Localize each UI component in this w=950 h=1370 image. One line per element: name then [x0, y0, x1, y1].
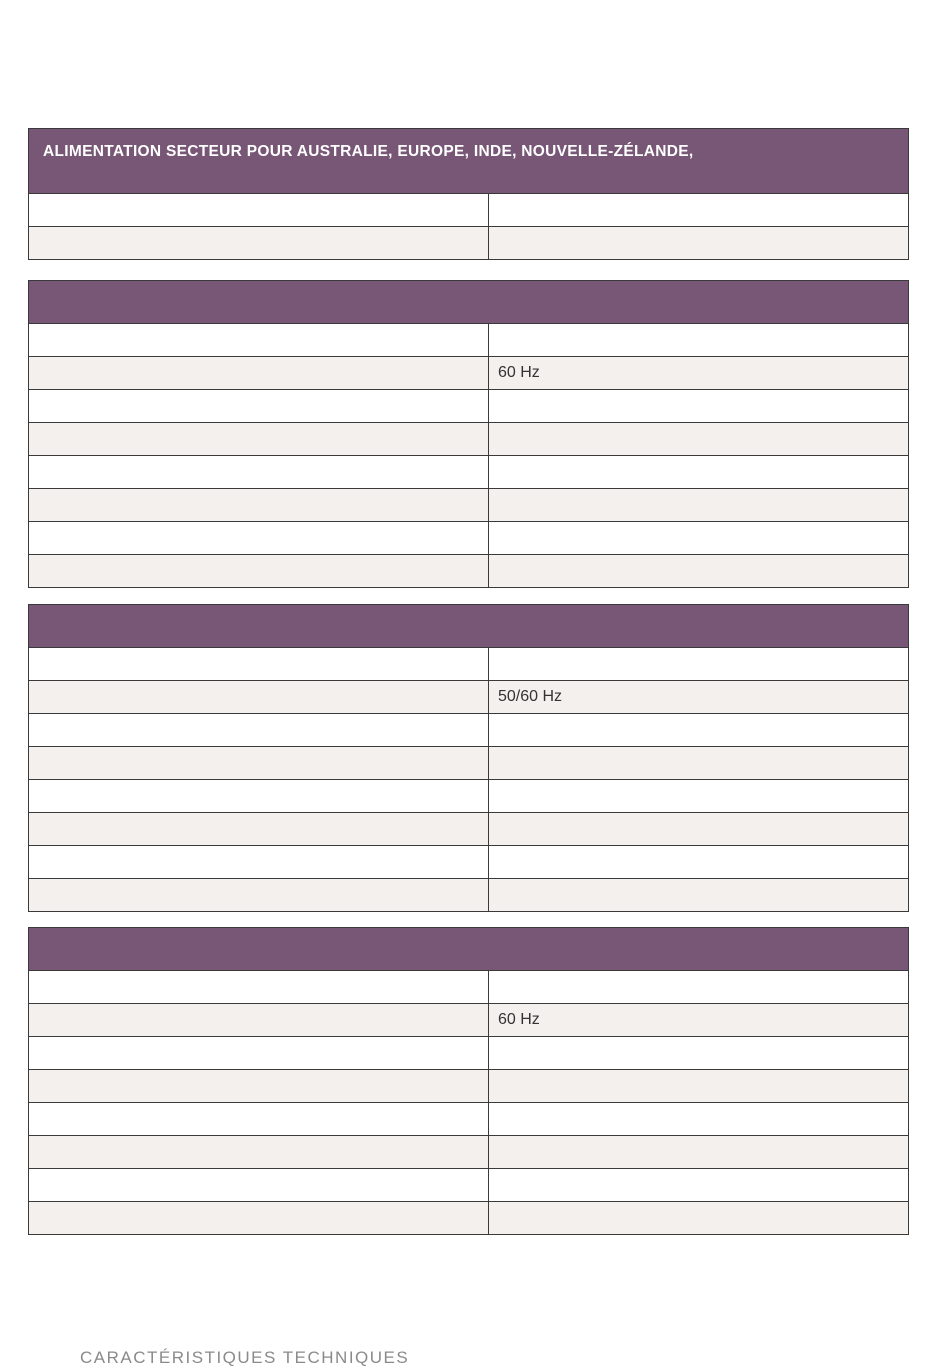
- spec-value-cell: [489, 522, 909, 555]
- table-row: [29, 227, 909, 260]
- table-header-title: [29, 605, 909, 648]
- spec-label-cell: [29, 971, 489, 1004]
- spec-table-power-supply-region-2: [28, 280, 909, 588]
- spec-label-cell: [29, 1004, 489, 1037]
- table-row: [29, 846, 909, 879]
- spec-table-power-supply-region-4: [28, 927, 909, 1235]
- table-row: [29, 357, 909, 390]
- table-row: [29, 813, 909, 846]
- table-row: [29, 390, 909, 423]
- spec-value-cell: [489, 555, 909, 588]
- spec-value-cell: [489, 456, 909, 489]
- spec-value-cell: [489, 1169, 909, 1202]
- table-row: [29, 714, 909, 747]
- table-row: [29, 879, 909, 912]
- spec-value-cell: 60 Hz: [489, 357, 909, 390]
- spec-label-cell: [29, 1103, 489, 1136]
- spec-label-cell: [29, 846, 489, 879]
- spec-label-cell: [29, 681, 489, 714]
- spec-label-cell: [29, 1037, 489, 1070]
- table-row: [29, 1202, 909, 1235]
- spec-value-cell: [489, 780, 909, 813]
- spec-label-cell: [29, 390, 489, 423]
- table-row: [29, 1070, 909, 1103]
- spec-label-cell: [29, 1202, 489, 1235]
- spec-value-cell: [489, 194, 909, 227]
- spec-value-cell: 50/60 Hz: [489, 681, 909, 714]
- spec-label-cell: [29, 324, 489, 357]
- table-row: [29, 489, 909, 522]
- spec-label-cell: [29, 357, 489, 390]
- spec-label-cell: [29, 780, 489, 813]
- spec-value-cell: [489, 1103, 909, 1136]
- page-footer-section-title: CARACTÉRISTIQUES TECHNIQUES: [80, 1348, 410, 1367]
- table-header-title: ALIMENTATION SECTEUR POUR AUSTRALIE, EUROPE, INDE, NOUVELLE-ZÉLANDE,: [29, 129, 909, 194]
- spec-label-cell: [29, 1070, 489, 1103]
- table-row: [29, 971, 909, 1004]
- spec-value-cell: [489, 714, 909, 747]
- table-row: [29, 456, 909, 489]
- spec-value-cell: [489, 1136, 909, 1169]
- spec-label-cell: [29, 648, 489, 681]
- table-row: [29, 780, 909, 813]
- table-header-title: [29, 928, 909, 971]
- spec-value-cell: [489, 423, 909, 456]
- spec-value-cell: [489, 879, 909, 912]
- table-header-row: [29, 281, 909, 324]
- table-row: [29, 1103, 909, 1136]
- table-row: [29, 648, 909, 681]
- table-row: [29, 1037, 909, 1070]
- spec-value-cell: [489, 648, 909, 681]
- spec-value-cell: [489, 390, 909, 423]
- spec-value-cell: 60 Hz: [489, 1004, 909, 1037]
- spec-label-cell: [29, 194, 489, 227]
- table-row: [29, 324, 909, 357]
- table-header-row: [29, 129, 909, 194]
- spec-value-cell: [489, 1202, 909, 1235]
- spec-label-cell: [29, 813, 489, 846]
- table-row: [29, 522, 909, 555]
- spec-label-cell: [29, 879, 489, 912]
- spec-table-power-supply-region-1: [28, 128, 909, 260]
- spec-value-cell: [489, 227, 909, 260]
- table-row: [29, 681, 909, 714]
- table-header-row: [29, 928, 909, 971]
- table-header-row: [29, 605, 909, 648]
- spec-value-cell: [489, 971, 909, 1004]
- table-row: [29, 194, 909, 227]
- spec-label-cell: [29, 423, 489, 456]
- spec-label-cell: [29, 522, 489, 555]
- spec-value-cell: [489, 1070, 909, 1103]
- spec-label-cell: [29, 456, 489, 489]
- spec-label-cell: [29, 555, 489, 588]
- table-row: [29, 747, 909, 780]
- spec-value-cell: [489, 324, 909, 357]
- spec-value-cell: [489, 1037, 909, 1070]
- table-row: [29, 423, 909, 456]
- spec-label-cell: [29, 227, 489, 260]
- spec-label-cell: [29, 1136, 489, 1169]
- spec-value-cell: [489, 489, 909, 522]
- spec-table-power-supply-region-3: [28, 604, 909, 912]
- spec-value-cell: [489, 846, 909, 879]
- table-row: [29, 555, 909, 588]
- spec-value-cell: [489, 813, 909, 846]
- spec-label-cell: [29, 1169, 489, 1202]
- table-row: [29, 1004, 909, 1037]
- spec-label-cell: [29, 489, 489, 522]
- spec-value-cell: [489, 747, 909, 780]
- table-header-title: [29, 281, 909, 324]
- table-row: [29, 1169, 909, 1202]
- spec-label-cell: [29, 714, 489, 747]
- spec-label-cell: [29, 747, 489, 780]
- table-row: [29, 1136, 909, 1169]
